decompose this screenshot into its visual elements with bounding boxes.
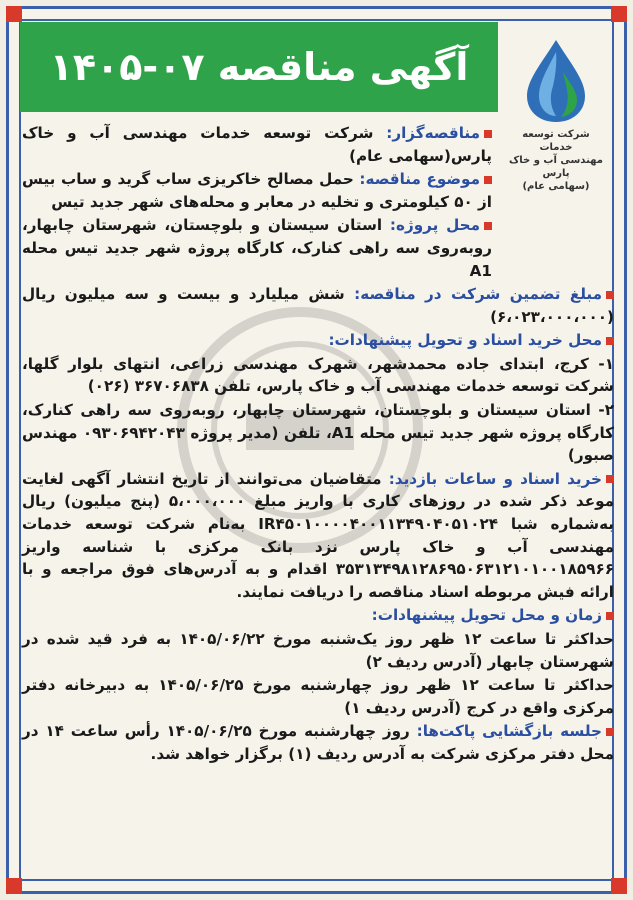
notice-paragraph <box>22 353 614 398</box>
company-logo <box>506 38 606 192</box>
section-text: استان سیستان و بلوچستان، شهرستان چابهار، روبه‌روی سه راهی کنارک، کارگاه پروژه شهر جدید تیس محله A1 <box>22 216 492 280</box>
notice-paragraph <box>22 283 614 328</box>
notice-paragraph <box>22 720 614 765</box>
section-label: مناقصه‌گزار: <box>386 124 480 142</box>
logo-text-line: (سهامی عام) <box>522 181 590 192</box>
bullet-icon <box>606 728 614 736</box>
notice-paragraph <box>22 329 614 352</box>
section-label: موضوع مناقصه: <box>359 170 480 189</box>
section-text: شش میلیارد و بیست و سه میلیون ریال (۶،۰۲۳،۰۰۰،۰۰۰) <box>22 285 614 326</box>
section-text: متقاضیان می‌توانند از تاریخ انتشار آگهی لغایت موعد ذکر شده در روزهای کاری با واریز مبلغ ۵،۰۰۰،۰۰۰ (پنج میلیون) ریال به‌شماره شبا IR۴۵۰۱۰۰۰۰۴۰۰۱۱۳۴۹۰۴۰۵۱۰۲۴ به‌نام شرکت توسعه خدمات مهندسی آب و خاک پارس نزد بانک مرکزی با شناسه واریز ۳۵۳۱۳۴۹۸۱۲۸۶۹۵۰۶۳۱۲۱۰۱۰۰۱۸۵۹۶۶ اقدام و به آدرس‌های فوق مراجعه و با ارائه فیش مربوطه اسناد مناقصه را دریافت نمایند. <box>22 469 615 601</box>
bullet-icon <box>606 291 614 299</box>
notice-paragraph <box>22 122 492 167</box>
bullet-icon <box>606 337 614 345</box>
title-banner <box>20 22 498 112</box>
section-label: خرید اسناد و ساعات بازدید: <box>388 469 602 488</box>
corner-mark <box>611 6 627 22</box>
corner-mark <box>611 878 627 894</box>
corner-mark <box>6 878 22 894</box>
bullet-icon <box>606 612 614 620</box>
bullet-icon <box>606 475 614 483</box>
water-drop-icon <box>521 38 591 124</box>
notice-paragraph <box>22 674 614 719</box>
section-label: جلسه بازگشایی پاکت‌ها: <box>416 722 602 741</box>
section-label: زمان و محل تحویل پیشنهادات: <box>371 606 602 625</box>
notice-title: آگهی مناقصه ۰۷-۱۴۰۵ <box>49 45 469 89</box>
section-text: حداکثر تا ساعت ۱۲ ظهر روز چهارشنبه مورخ ۱۴۰۵/۰۶/۲۵ به دبیرخانه دفتر مرکزی واقع در کرج (آدرس ردیف ۱) <box>22 676 614 717</box>
notice-paragraph <box>22 468 614 604</box>
section-label: محل خرید اسناد و تحویل پیشنهادات: <box>328 331 602 350</box>
notice-paragraph <box>22 168 492 213</box>
section-text: شرکت توسعه خدمات مهندسی آب و خاک پارس(سهامی عام) <box>22 124 492 165</box>
bullet-icon <box>484 222 492 230</box>
notice-body <box>22 122 615 872</box>
notice-paragraph <box>22 399 614 467</box>
logo-text-line: شرکت توسعه خدمات <box>522 129 590 153</box>
logo-text-line: مهندسی آب و خاک پارس <box>509 155 603 179</box>
notice-paragraph <box>22 628 614 673</box>
section-text: حمل مصالح خاکریزی ساب گرید و ساب بیس از ۵۰ کیلومتری و تخلیه در معابر و محله‌های شهر جدید تیس <box>22 170 492 211</box>
bullet-icon <box>484 176 492 184</box>
notice-paragraph <box>22 604 614 627</box>
section-text: ۱- کرج، ابتدای جاده محمدشهر، شهرک مهندسی زراعی، انتهای بلوار گلها، شرکت توسعه خدمات مهندسی آب و خاک پارس، تلفن ۳۶۷۰۶۸۳۸ (۰۲۶) <box>22 354 614 396</box>
notice-paragraph <box>22 214 492 282</box>
bullet-icon <box>484 130 492 138</box>
section-text: ۲- استان سیستان و بلوچستان، شهرستان چابهار، روبه‌روی سه راهی کنارک، کارگاه پروژه شهر جدید تیس محله A1، تلفن (مدیر پروژه ۰۹۳۰۶۹۴۲۰۴۳ مهندس صبور) <box>22 400 614 465</box>
section-label: مبلغ تضمین شرکت در مناقصه: <box>354 285 602 303</box>
section-text: حداکثر تا ساعت ۱۲ ظهر روز یک‌شنبه مورخ ۱۴۰۵/۰۶/۲۲ به فرد قید شده در شهرستان چابهار (آدرس ردیف ۲) <box>22 629 614 671</box>
section-text: روز چهارشنبه مورخ ۱۴۰۵/۰۶/۲۵ رأس ساعت ۱۴ در محل دفتر مرکزی شرکت به آدرس ردیف (۱) برگزار خواهد شد. <box>22 722 614 763</box>
section-label: محل پروژه: <box>389 216 480 235</box>
corner-mark <box>6 6 22 22</box>
